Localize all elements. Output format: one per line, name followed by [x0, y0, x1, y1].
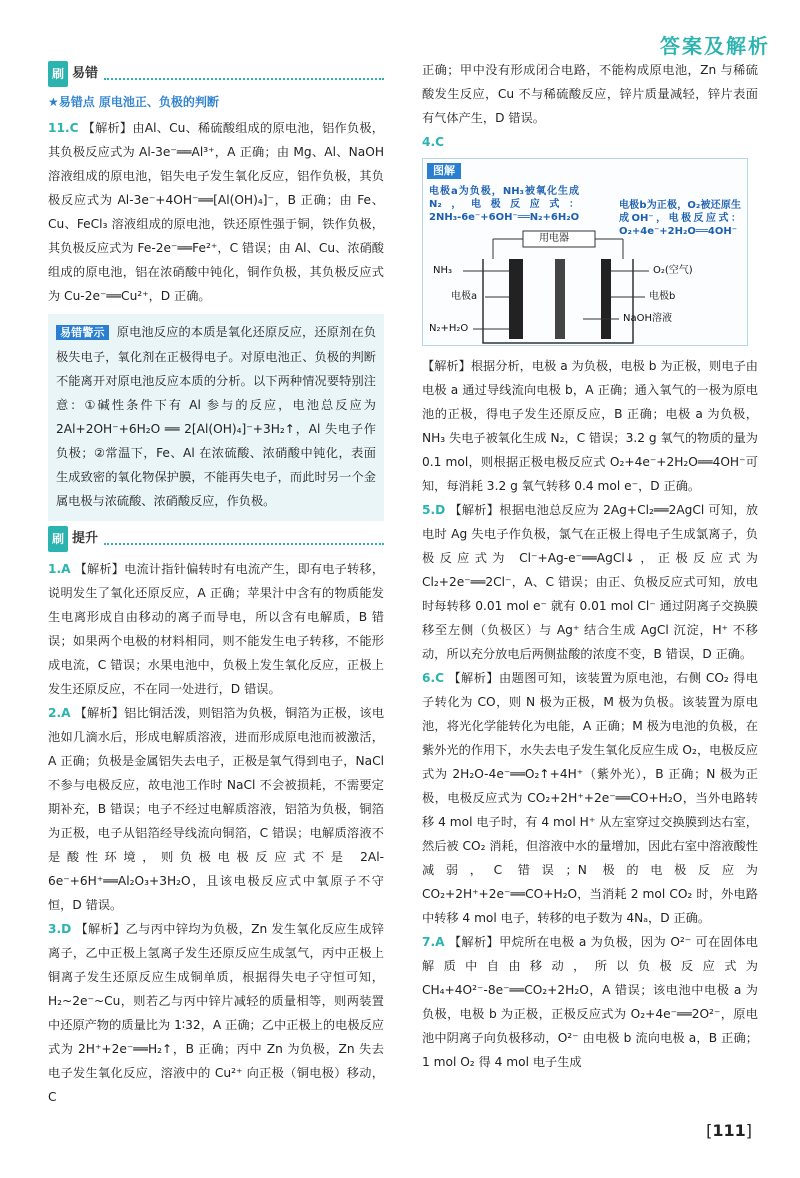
- section-header-tisheng: [48, 527, 384, 551]
- section-divider: [104, 68, 384, 80]
- section-title: 提升: [72, 531, 99, 546]
- answer-3-continued: 正确；甲中没有形成闭合电路，不能构成原电池，Zn 与稀硫酸发生反应，Cu 不与稀硫酸反应，锌片质量减轻，锌片表面有气体产生，D 错误。: [422, 63, 758, 125]
- o2-label: O₂(空气): [653, 265, 693, 276]
- left-column: [48, 62, 384, 1109]
- electrode-a: [509, 259, 523, 339]
- answer-3: [48, 917, 384, 1109]
- page-number: [706, 1121, 752, 1140]
- answer-1: [48, 557, 384, 701]
- anode-note: 电极a为负极，NH₃被氧化生成N₂，电极反应式：2NH₃-6e⁻+6OH⁻══N₂+6H₂O: [429, 186, 580, 223]
- answer-2: [48, 701, 384, 917]
- answer-6: [422, 666, 758, 930]
- fuel-cell-diagram: [422, 158, 748, 346]
- section-title: 易错: [72, 66, 99, 81]
- answer-4: [422, 130, 758, 154]
- answer-number: 2.A: [48, 706, 71, 720]
- answer-text: 【解析】甲烷所在电极 a 为负极，因为 O²⁻ 可在固体电解质中自由移动，所以负极反应式为 CH₄+4O²⁻-8e⁻══CO₂+2H₂O，A 错误；该电池中电极 a 为负极，电极 b 为正极，正极反应式为 O₂+4e⁻══2O²⁻，原电池中阴离子向负极移动，O²⁻ 由电极 b 流向电极 a，B 正确；1 mol O₂ 得 4 mol 电子生成: [422, 935, 758, 1069]
- nh3-label: NH₃: [433, 265, 453, 276]
- answer-text: 【解析】由Al、Cu、稀硫酸组成的原电池，铝作负极，其负极反应式为 Al-3e⁻══Al³⁺，A 正确；由 Mg、Al、NaOH 溶液组成的原电池，铝失电子发生氧化反应，铝作负极，其负极反应式为 Al-3e⁻+4OH⁻══[Al(OH)₄]⁻，B 正确；由 Fe、Cu、FeCl₃ 溶液组成的原电池，铁还原性强于铜，铁作负极，其负极反应式为 Fe-2e⁻══Fe²⁺，C 错误；由 Al、Cu、浓硝酸组成的原电池，铝在浓硝酸中钝化，铜作负极，其负极反应式为 Cu-2e⁻══Cu²⁺，D 正确。: [48, 121, 384, 303]
- cell-drawing: [423, 159, 747, 345]
- electrode-b: [601, 259, 611, 339]
- section-tag: 刷: [48, 61, 68, 87]
- error-warning-box: [48, 314, 384, 521]
- section-tag: 刷: [48, 526, 68, 552]
- electrode-a-label: 电极a: [451, 291, 478, 302]
- answer-number: 7.A: [422, 935, 445, 949]
- answer-text: 【解析】乙与丙中锌均为负极，Zn 发生氧化反应生成锌离子，乙中正极上氢离子发生还原反应生成氢气，丙中正极上铜离子发生还原反应生成铜单质，根据得失电子守恒可知，H₂~2e⁻~Cu，则若乙与丙中锌片减轻的质量相等，则两装置中还原产物的质量比为 1∶32，A 正确；乙中正极上的电极反应式为 2H⁺+2e⁻══H₂↑，B 正确；丙中 Zn 为负极，Zn 失去电子发生氧化反应，溶液中的 Cu²⁺ 向正极（铜电极）移动，C: [48, 922, 384, 1104]
- answer-number: 4.C: [422, 135, 445, 149]
- warning-text: 原电池反应的本质是氧化还原反应，还原剂在负极失电子，氧化剂在正极得电子。对原电池正、负极的判断不能离开对原电池反应本质的分析。以下两种情况要特别注意：①碱性条件下有 Al 参与的反应，电池总反应为 2Al+2OH⁻+6H₂O ══ 2[Al(OH)₄]⁻+3H₂↑，Al 失电子作负极；②常温下，Fe、Al 在浓硫酸、浓硝酸中钝化，表面生成致密的氧化物保护膜，不能再失电子，而此时另一个金属电极与浓硫酸、浓硝酸反应，作负极。: [56, 325, 377, 508]
- answer-11: [48, 116, 384, 308]
- answer-number: 6.C: [422, 671, 445, 685]
- electrode-b-label: 电极b: [649, 291, 676, 302]
- answer-text: 【解析】根据电池总反应为 2Ag+Cl₂══2AgCl 可知，放电时 Ag 失电子作负极，氯气在正极上得电子生成氯离子，负极反应式为 Cl⁻+Ag-e⁻══AgCl↓，正极反应式为 Cl₂+2e⁻══2Cl⁻，A、C 错误；由正、负极反应式可知，放电时每转移 0.01 mol e⁻ 就有 0.01 mol Cl⁻ 通过阴离子交换膜移至左侧（负极区）与 Ag⁺ 结合生成 AgCl 沉淀，H⁺ 不移动，所以充分放电后两侧盐酸的浓度不变，B 错误，D 正确。: [422, 503, 759, 661]
- cathode-note: 电极b为正极，O₂被还原生成OH⁻，电极反应式：O₂+4e⁻+2H₂O══4OH⁻: [619, 200, 741, 237]
- answer-number: 3.D: [48, 922, 72, 936]
- answer-text: 【解析】铝比铜活泼，则铝箔为负极，铜箔为正极，该电池如几滴水后，形成电解质溶液，进而形成原电池而被激活，A 正确；负极是金属铝失去电子，正极是氧气得到电子，NaCl 不参与电极反应，故电池工作时 NaCl 不会被损耗，不需要定期补充，B 错误；电子不经过电解质溶液，铝箔为负极，铜箔为正极，电子从铝箔经导线流向铜箔，C 错误；电解质溶液不是酸性环境，则负极电极反应式不是 2Al-6e⁻+6H⁺══Al₂O₃+3H₂O，且该电极反应式中氧原子不守恒，D 错误。: [48, 706, 385, 912]
- answer-number: 1.A: [48, 562, 71, 576]
- section-divider: [104, 533, 384, 545]
- answer-number: 11.C: [48, 121, 79, 135]
- error-point-title: ★易错点 原电池正、负极的判断: [48, 95, 219, 109]
- answer-text: 【解析】电流计指针偏转时有电流产生，即有电子转移，说明发生了氧化还原反应，A 正确；苹果汁中含有的物质能发生电离形成自由移动的离子而导电，所以含有电解质，B 错误；如果两个电极的材料相同，则不能发生电子转移，不能形成电流，C 错误；水果电池中，负极上发生氧化反应，正极上发生还原反应，不在同一处进行，D 错误。: [48, 562, 385, 696]
- device-label: 用电器: [539, 233, 569, 244]
- membrane: [555, 259, 565, 339]
- page-number-value: 111: [712, 1121, 746, 1140]
- bracket-left: [: [706, 1121, 713, 1140]
- warning-tag: 易错警示: [56, 325, 109, 340]
- n2-label: N₂+H₂O: [429, 323, 469, 334]
- right-column: [422, 58, 758, 1074]
- answer-4-text: 【解析】根据分析，电极 a 为负极，电极 b 为正极，则电子由电极 a 通过导线流向电极 b，A 正确；通入氧气的一极为原电池的正极，得电子发生还原反应，B 正确；电极 a 为负极，NH₃ 失电子被氧化生成 N₂，C 错误；3.2 g 氧气的物质的量为 0.1 mol，则根据正极电极反应式 O₂+4e⁻+2H₂O══4OH⁻可知，每消耗 3.2 g 氧气转移 0.4 mol e⁻，D 正确。: [422, 359, 758, 493]
- answer-5: [422, 498, 758, 666]
- section-header-yicuo: [48, 62, 384, 86]
- answer-7: [422, 930, 758, 1074]
- page-header-title: 答案及解析: [660, 34, 770, 58]
- answer-text: 【解析】由题图可知，该装置为原电池，右侧 CO₂ 得电子转化为 CO，则 N 极为正极，M 极为负极。该装置为原电池，将光化学能转化为电能，A 正确；M 极为电池的负极，在紫外光的作用下，水失去电子发生氧化反应生成 O₂，电极反应式为 2H₂O-4e⁻══O₂↑+4H⁺（紫外光），B 正确；N 极为正极，电极反应式为 CO₂+2H⁺+2e⁻══CO+H₂O，当外电路转移 4 mol 电子时，有 4 mol H⁺ 从左室穿过交换膜到达右室，然后被 CO₂ 消耗，但溶液中水的量增加，因此右室中溶液酸性减弱，C 错误；N 极的电极反应为 CO₂+2H⁺+2e⁻══CO+H₂O，当消耗 2 mol CO₂ 时，外电路中转移 4 mol 电子，转移的电子数为 4Nₐ，D 正确。: [422, 671, 758, 925]
- answer-number: 5.D: [422, 503, 446, 517]
- figure-tag: 图解: [427, 163, 461, 179]
- naoh-label: NaOH溶液: [623, 313, 672, 324]
- bracket-right: ]: [745, 1121, 752, 1140]
